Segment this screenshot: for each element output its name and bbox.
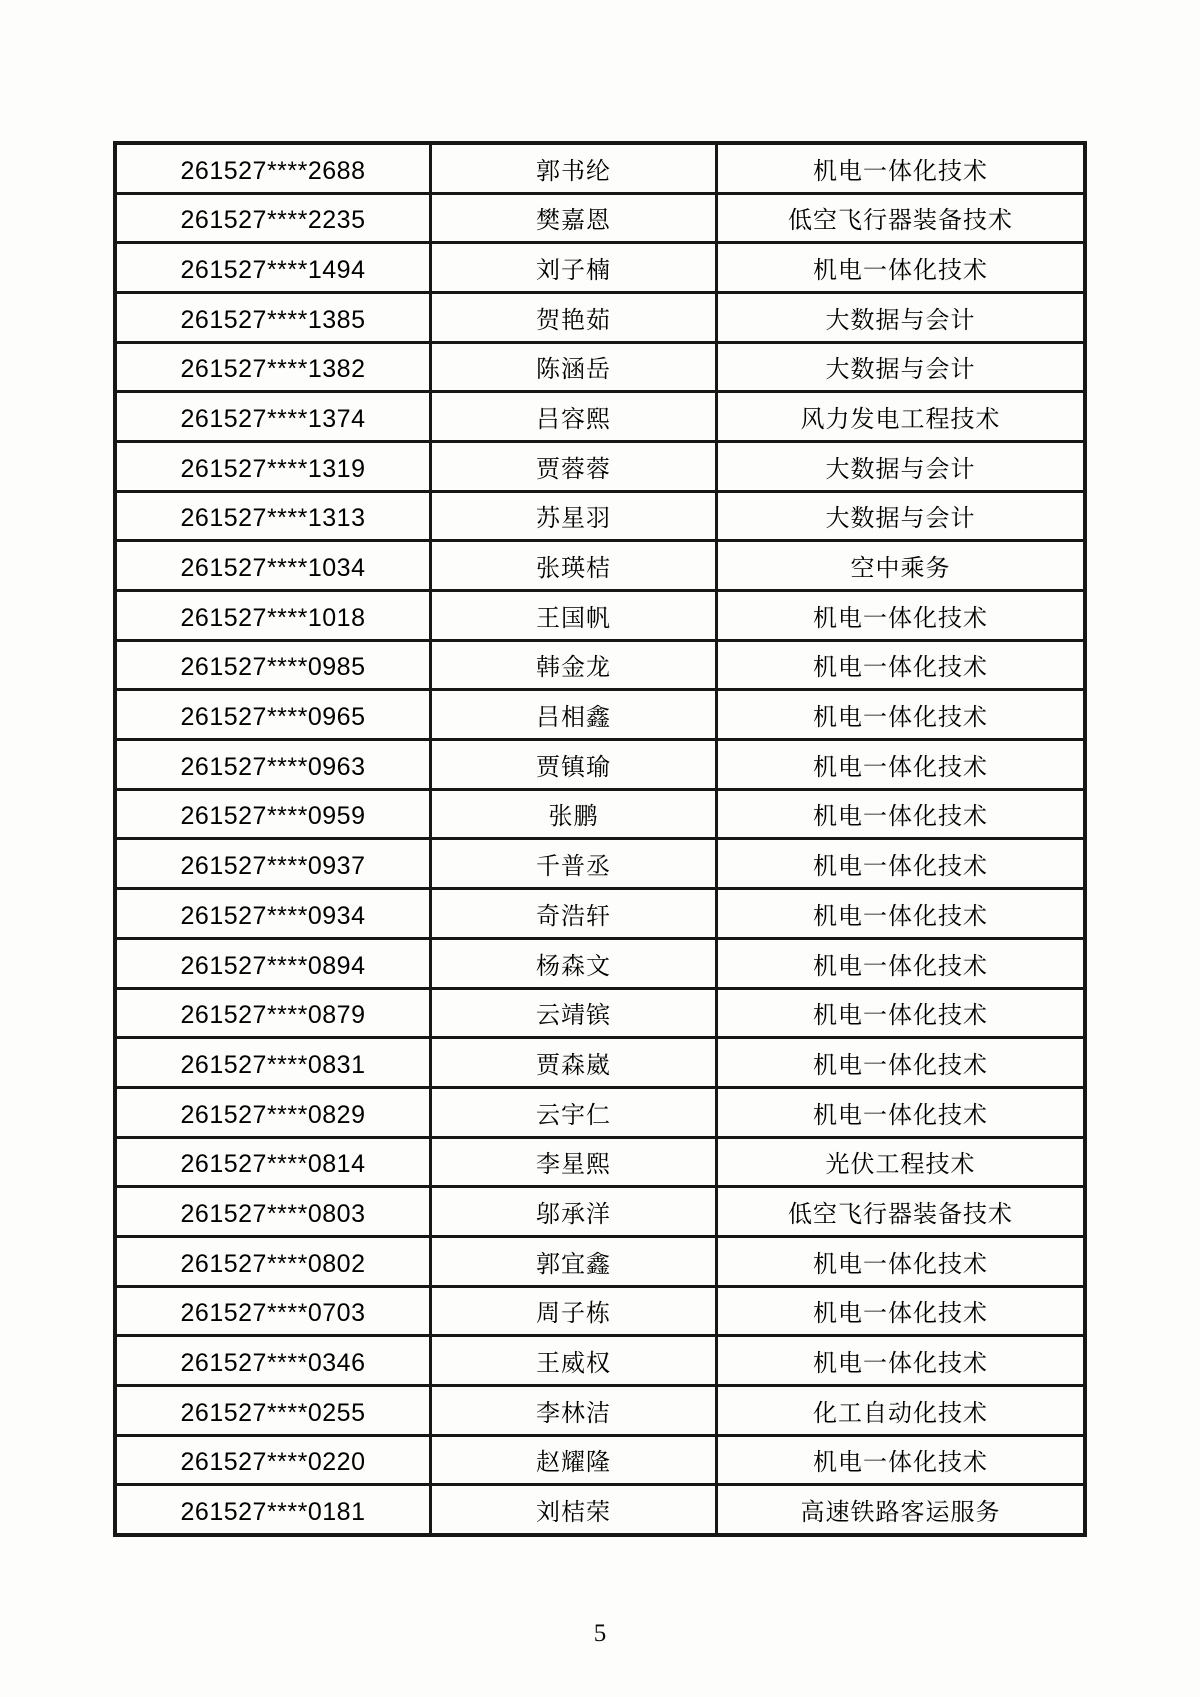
major-cell: 机电一体化技术 — [718, 691, 1083, 738]
exam-id-cell: 261527****0814 — [117, 1139, 429, 1186]
exam-id-cell: 261527****0879 — [117, 990, 429, 1037]
exam-id-cell: 261527****0703 — [117, 1288, 429, 1335]
student-name-cell: 赵耀隆 — [432, 1437, 715, 1484]
major-cell: 机电一体化技术 — [718, 840, 1083, 887]
student-name-cell: 郭宜鑫 — [432, 1238, 715, 1285]
exam-id-cell: 261527****1374 — [117, 393, 429, 440]
major-cell: 高速铁路客运服务 — [718, 1486, 1083, 1533]
exam-id-cell: 261527****0802 — [117, 1238, 429, 1285]
major-cell: 机电一体化技术 — [718, 940, 1083, 987]
exam-id-cell: 261527****0985 — [117, 642, 429, 689]
student-name-cell: 李星熙 — [432, 1139, 715, 1186]
admission-list-table — [113, 141, 1087, 1537]
exam-id-cell: 261527****0934 — [117, 890, 429, 937]
student-name-cell: 云靖镔 — [432, 990, 715, 1037]
exam-id-cell: 261527****0894 — [117, 940, 429, 987]
student-name-cell: 郭书纶 — [432, 145, 715, 192]
exam-id-cell: 261527****0963 — [117, 741, 429, 788]
major-cell: 机电一体化技术 — [718, 990, 1083, 1037]
major-cell: 机电一体化技术 — [718, 642, 1083, 689]
student-name-cell: 吕相鑫 — [432, 691, 715, 738]
major-cell: 光伏工程技术 — [718, 1139, 1083, 1186]
exam-id-cell: 261527****0829 — [117, 1089, 429, 1136]
major-cell: 低空飞行器装备技术 — [718, 1188, 1083, 1235]
student-name-cell: 千普丞 — [432, 840, 715, 887]
major-cell: 机电一体化技术 — [718, 1288, 1083, 1335]
student-name-cell: 云宇仁 — [432, 1089, 715, 1136]
major-cell: 机电一体化技术 — [718, 1337, 1083, 1384]
major-cell: 机电一体化技术 — [718, 1437, 1083, 1484]
major-cell: 机电一体化技术 — [718, 890, 1083, 937]
exam-id-cell: 261527****1018 — [117, 592, 429, 639]
major-cell: 机电一体化技术 — [718, 1039, 1083, 1086]
major-cell: 机电一体化技术 — [718, 244, 1083, 291]
exam-id-cell: 261527****0965 — [117, 691, 429, 738]
major-cell: 空中乘务 — [718, 542, 1083, 589]
student-name-cell: 杨森文 — [432, 940, 715, 987]
student-name-cell: 贾蓉蓉 — [432, 443, 715, 490]
exam-id-cell: 261527****1385 — [117, 294, 429, 341]
major-cell: 化工自动化技术 — [718, 1387, 1083, 1434]
exam-id-cell: 261527****0803 — [117, 1188, 429, 1235]
major-cell: 大数据与会计 — [718, 294, 1083, 341]
student-name-cell: 张鹏 — [432, 791, 715, 838]
student-name-cell: 刘桔荣 — [432, 1486, 715, 1533]
student-name-cell: 贾镇瑜 — [432, 741, 715, 788]
exam-id-cell: 261527****0831 — [117, 1039, 429, 1086]
major-cell: 机电一体化技术 — [718, 1238, 1083, 1285]
major-cell: 大数据与会计 — [718, 443, 1083, 490]
major-cell: 机电一体化技术 — [718, 791, 1083, 838]
exam-id-cell: 261527****0255 — [117, 1387, 429, 1434]
major-cell: 机电一体化技术 — [718, 1089, 1083, 1136]
exam-id-cell: 261527****1034 — [117, 542, 429, 589]
student-name-cell: 樊嘉恩 — [432, 195, 715, 242]
student-name-cell: 王国帆 — [432, 592, 715, 639]
major-cell: 机电一体化技术 — [718, 145, 1083, 192]
student-name-cell: 张瑛桔 — [432, 542, 715, 589]
student-name-cell: 贺艳茹 — [432, 294, 715, 341]
student-name-cell: 周子栋 — [432, 1288, 715, 1335]
major-cell: 风力发电工程技术 — [718, 393, 1083, 440]
major-cell: 机电一体化技术 — [718, 741, 1083, 788]
student-name-cell: 陈涵岳 — [432, 344, 715, 391]
exam-id-cell: 261527****1313 — [117, 493, 429, 540]
exam-id-cell: 261527****1494 — [117, 244, 429, 291]
student-name-cell: 邬承洋 — [432, 1188, 715, 1235]
student-name-cell: 奇浩轩 — [432, 890, 715, 937]
exam-id-cell: 261527****0959 — [117, 791, 429, 838]
exam-id-cell: 261527****0181 — [117, 1486, 429, 1533]
student-name-cell: 王威权 — [432, 1337, 715, 1384]
exam-id-cell: 261527****1319 — [117, 443, 429, 490]
exam-id-cell: 261527****2688 — [117, 145, 429, 192]
major-cell: 机电一体化技术 — [718, 592, 1083, 639]
exam-id-cell: 261527****1382 — [117, 344, 429, 391]
student-name-cell: 苏星羽 — [432, 493, 715, 540]
exam-id-cell: 261527****0220 — [117, 1437, 429, 1484]
student-name-cell: 韩金龙 — [432, 642, 715, 689]
student-name-cell: 吕容熙 — [432, 393, 715, 440]
student-name-cell: 刘子楠 — [432, 244, 715, 291]
student-name-cell: 李林洁 — [432, 1387, 715, 1434]
student-name-cell: 贾森崴 — [432, 1039, 715, 1086]
page-number: 5 — [593, 1620, 607, 1647]
exam-id-cell: 261527****0937 — [117, 840, 429, 887]
major-cell: 大数据与会计 — [718, 344, 1083, 391]
exam-id-cell: 261527****2235 — [117, 195, 429, 242]
exam-id-cell: 261527****0346 — [117, 1337, 429, 1384]
major-cell: 大数据与会计 — [718, 493, 1083, 540]
major-cell: 低空飞行器装备技术 — [718, 195, 1083, 242]
